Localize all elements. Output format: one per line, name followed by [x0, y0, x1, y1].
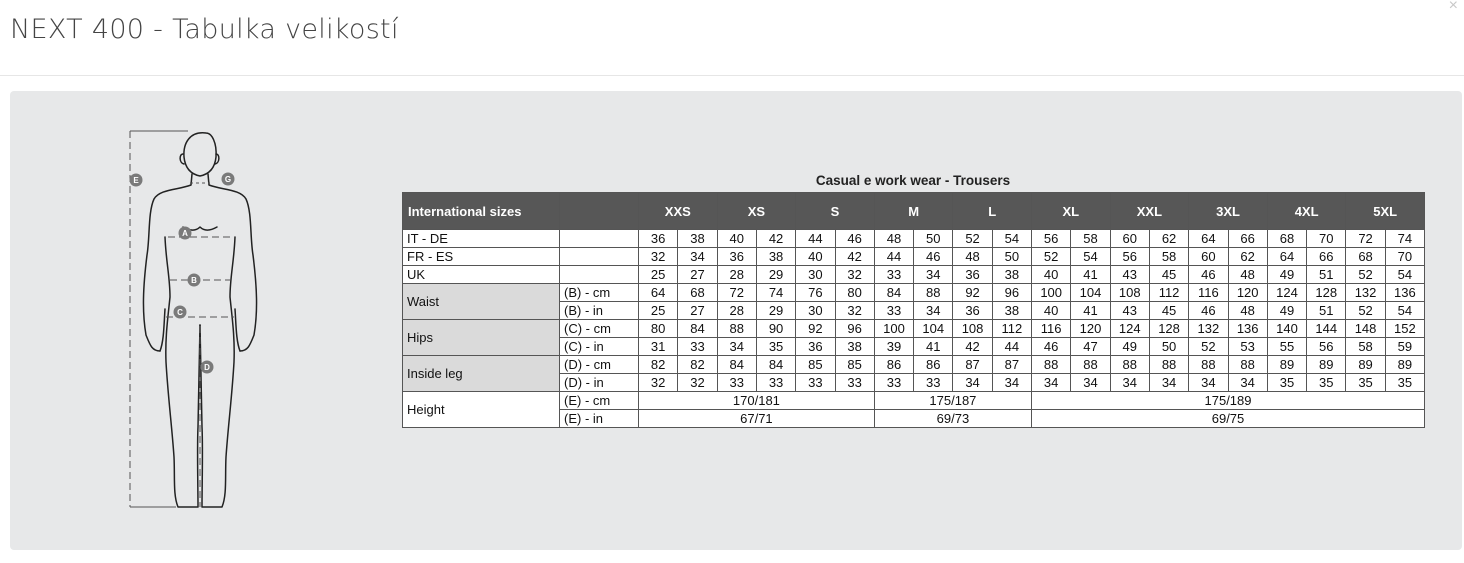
- table-row: [403, 284, 1425, 302]
- height-value-cell: 69/75: [1032, 410, 1425, 428]
- value-cell: 116: [1032, 320, 1071, 338]
- value-cell: 34: [992, 374, 1031, 392]
- value-cell: 80: [835, 284, 874, 302]
- measurement-marker-c: [174, 306, 187, 319]
- value-cell: 30: [796, 302, 835, 320]
- value-cell: 54: [1385, 302, 1424, 320]
- value-cell: 46: [835, 230, 874, 248]
- value-cell: 87: [953, 356, 992, 374]
- svg-text:B: B: [191, 276, 197, 285]
- unit-cell: (D) - cm: [560, 356, 639, 374]
- value-cell: 33: [756, 374, 795, 392]
- value-cell: 120: [1071, 320, 1110, 338]
- size-header-cell: L: [953, 193, 1032, 230]
- value-cell: 54: [1385, 266, 1424, 284]
- value-cell: 62: [1228, 248, 1267, 266]
- row-label: Waist: [403, 284, 560, 320]
- value-cell: 88: [914, 284, 953, 302]
- value-cell: 70: [1307, 230, 1346, 248]
- value-cell: 50: [992, 248, 1031, 266]
- value-cell: 56: [1307, 338, 1346, 356]
- value-cell: 34: [1032, 374, 1071, 392]
- value-cell: 35: [1267, 374, 1306, 392]
- value-cell: 84: [717, 356, 756, 374]
- value-cell: 136: [1385, 284, 1424, 302]
- size-header-cell: S: [796, 193, 875, 230]
- value-cell: 128: [1149, 320, 1188, 338]
- size-chart-panel: [10, 91, 1462, 550]
- value-cell: 68: [1267, 230, 1306, 248]
- value-cell: 32: [639, 374, 678, 392]
- row-label: IT - DE: [403, 230, 560, 248]
- value-cell: 59: [1385, 338, 1424, 356]
- value-cell: 36: [796, 338, 835, 356]
- value-cell: 52: [1032, 248, 1071, 266]
- value-cell: 42: [756, 230, 795, 248]
- unit-cell: (B) - cm: [560, 284, 639, 302]
- value-cell: 46: [1189, 302, 1228, 320]
- value-cell: 46: [1189, 266, 1228, 284]
- value-cell: 32: [639, 248, 678, 266]
- value-cell: 49: [1267, 266, 1306, 284]
- value-cell: 89: [1307, 356, 1346, 374]
- value-cell: 74: [756, 284, 795, 302]
- value-cell: 45: [1149, 302, 1188, 320]
- value-cell: 40: [1032, 266, 1071, 284]
- value-cell: 35: [1385, 374, 1424, 392]
- value-cell: 34: [914, 266, 953, 284]
- value-cell: 96: [835, 320, 874, 338]
- value-cell: 52: [1346, 302, 1385, 320]
- value-cell: 60: [1110, 230, 1149, 248]
- unit-cell: (E) - in: [560, 410, 639, 428]
- value-cell: 36: [953, 302, 992, 320]
- value-cell: 64: [1267, 248, 1306, 266]
- row-label: Hips: [403, 320, 560, 356]
- value-cell: 29: [756, 302, 795, 320]
- value-cell: 47: [1071, 338, 1110, 356]
- table-row: [403, 266, 1425, 284]
- value-cell: 41: [1071, 302, 1110, 320]
- value-cell: 88: [1032, 356, 1071, 374]
- value-cell: 34: [1071, 374, 1110, 392]
- value-cell: 50: [914, 230, 953, 248]
- svg-text:C: C: [177, 308, 183, 317]
- value-cell: 112: [992, 320, 1031, 338]
- row-label: Height: [403, 392, 560, 428]
- value-cell: 34: [1110, 374, 1149, 392]
- size-header-row: [403, 193, 1425, 230]
- table-row: [403, 356, 1425, 374]
- value-cell: 116: [1189, 284, 1228, 302]
- value-cell: 90: [756, 320, 795, 338]
- value-cell: 34: [1149, 374, 1188, 392]
- value-cell: 34: [914, 302, 953, 320]
- value-cell: 80: [639, 320, 678, 338]
- value-cell: 108: [1110, 284, 1149, 302]
- svg-text:E: E: [133, 176, 139, 185]
- value-cell: 64: [1189, 230, 1228, 248]
- value-cell: 48: [1228, 266, 1267, 284]
- value-cell: 84: [756, 356, 795, 374]
- table-row: [403, 248, 1425, 266]
- value-cell: 50: [1149, 338, 1188, 356]
- value-cell: 132: [1189, 320, 1228, 338]
- value-cell: 88: [717, 320, 756, 338]
- height-value-cell: 175/189: [1032, 392, 1425, 410]
- value-cell: 38: [756, 248, 795, 266]
- value-cell: 56: [1032, 230, 1071, 248]
- table-row: [403, 320, 1425, 338]
- value-cell: 35: [756, 338, 795, 356]
- value-cell: 30: [796, 266, 835, 284]
- value-cell: 124: [1267, 284, 1306, 302]
- value-cell: 58: [1346, 338, 1385, 356]
- value-cell: 33: [874, 302, 913, 320]
- unit-cell: (E) - cm: [560, 392, 639, 410]
- row-label: FR - ES: [403, 248, 560, 266]
- value-cell: 89: [1346, 356, 1385, 374]
- table-row: [403, 392, 1425, 410]
- value-cell: 51: [1307, 266, 1346, 284]
- value-cell: 41: [1071, 266, 1110, 284]
- height-value-cell: 170/181: [639, 392, 875, 410]
- close-icon[interactable]: ×: [1448, 0, 1458, 14]
- value-cell: 33: [835, 374, 874, 392]
- value-cell: 58: [1149, 248, 1188, 266]
- value-cell: 132: [1346, 284, 1385, 302]
- svg-text:G: G: [224, 175, 232, 184]
- value-cell: 36: [717, 248, 756, 266]
- value-cell: 32: [678, 374, 717, 392]
- unit-cell: (D) - in: [560, 374, 639, 392]
- value-cell: 46: [914, 248, 953, 266]
- value-cell: 68: [678, 284, 717, 302]
- value-cell: 128: [1307, 284, 1346, 302]
- international-sizes-header: International sizes: [403, 193, 560, 230]
- row-label: UK: [403, 266, 560, 284]
- value-cell: 29: [756, 266, 795, 284]
- size-table: [402, 192, 1425, 428]
- size-header-cell: 4XL: [1267, 193, 1346, 230]
- height-value-cell: 175/187: [874, 392, 1031, 410]
- value-cell: 84: [874, 284, 913, 302]
- value-cell: 64: [639, 284, 678, 302]
- value-cell: 60: [1189, 248, 1228, 266]
- value-cell: 40: [1032, 302, 1071, 320]
- value-cell: 88: [1110, 356, 1149, 374]
- value-cell: 45: [1149, 266, 1188, 284]
- measurement-marker-a: [179, 227, 192, 240]
- value-cell: 38: [992, 266, 1031, 284]
- value-cell: 120: [1228, 284, 1267, 302]
- unit-cell: (B) - in: [560, 302, 639, 320]
- value-cell: 66: [1228, 230, 1267, 248]
- value-cell: 49: [1110, 338, 1149, 356]
- value-cell: 85: [796, 356, 835, 374]
- value-cell: 42: [835, 248, 874, 266]
- value-cell: 82: [678, 356, 717, 374]
- value-cell: 152: [1385, 320, 1424, 338]
- value-cell: 72: [1346, 230, 1385, 248]
- value-cell: 68: [1346, 248, 1385, 266]
- value-cell: 35: [1346, 374, 1385, 392]
- table-row: [403, 230, 1425, 248]
- value-cell: 140: [1267, 320, 1306, 338]
- value-cell: 86: [914, 356, 953, 374]
- value-cell: 27: [678, 266, 717, 284]
- measurement-marker-g: [222, 173, 235, 186]
- table-caption: Casual e work wear - Trousers: [815, 173, 1011, 188]
- value-cell: 25: [639, 266, 678, 284]
- value-cell: 33: [796, 374, 835, 392]
- unit-cell: (C) - in: [560, 338, 639, 356]
- value-cell: 53: [1228, 338, 1267, 356]
- unit-header: [560, 193, 639, 230]
- size-header-cell: 3XL: [1189, 193, 1268, 230]
- value-cell: 38: [992, 302, 1031, 320]
- value-cell: 33: [717, 374, 756, 392]
- size-header-cell: XS: [717, 193, 796, 230]
- value-cell: 32: [835, 302, 874, 320]
- value-cell: 58: [1071, 230, 1110, 248]
- value-cell: 104: [914, 320, 953, 338]
- value-cell: 70: [1385, 248, 1424, 266]
- svg-text:A: A: [182, 229, 188, 238]
- size-header-cell: XXS: [639, 193, 718, 230]
- value-cell: 35: [1307, 374, 1346, 392]
- value-cell: 100: [1032, 284, 1071, 302]
- modal-header: [0, 0, 1464, 76]
- value-cell: 33: [678, 338, 717, 356]
- value-cell: 76: [796, 284, 835, 302]
- value-cell: 85: [835, 356, 874, 374]
- svg-text:D: D: [204, 363, 210, 372]
- size-header-cell: M: [874, 193, 953, 230]
- value-cell: 86: [874, 356, 913, 374]
- value-cell: 54: [992, 230, 1031, 248]
- value-cell: 44: [874, 248, 913, 266]
- value-cell: 34: [1189, 374, 1228, 392]
- value-cell: 92: [953, 284, 992, 302]
- value-cell: 33: [874, 374, 913, 392]
- value-cell: 66: [1307, 248, 1346, 266]
- height-value-cell: 67/71: [639, 410, 875, 428]
- unit-cell: [560, 248, 639, 266]
- value-cell: 34: [678, 248, 717, 266]
- measurement-marker-d: [201, 361, 214, 374]
- value-cell: 144: [1307, 320, 1346, 338]
- value-cell: 33: [914, 374, 953, 392]
- value-cell: 112: [1149, 284, 1188, 302]
- value-cell: 28: [717, 302, 756, 320]
- value-cell: 42: [953, 338, 992, 356]
- value-cell: 55: [1267, 338, 1306, 356]
- value-cell: 88: [1228, 356, 1267, 374]
- value-cell: 87: [992, 356, 1031, 374]
- modal-title: NEXT 400 - Tabulka velikostí: [10, 14, 399, 45]
- unit-cell: [560, 230, 639, 248]
- value-cell: 52: [953, 230, 992, 248]
- value-cell: 48: [1228, 302, 1267, 320]
- value-cell: 108: [953, 320, 992, 338]
- value-cell: 89: [1385, 356, 1424, 374]
- row-label: Inside leg: [403, 356, 560, 392]
- value-cell: 96: [992, 284, 1031, 302]
- value-cell: 56: [1110, 248, 1149, 266]
- value-cell: 27: [678, 302, 717, 320]
- unit-cell: [560, 266, 639, 284]
- value-cell: 32: [835, 266, 874, 284]
- value-cell: 62: [1149, 230, 1188, 248]
- value-cell: 48: [874, 230, 913, 248]
- value-cell: 36: [639, 230, 678, 248]
- value-cell: 51: [1307, 302, 1346, 320]
- value-cell: 84: [678, 320, 717, 338]
- value-cell: 36: [953, 266, 992, 284]
- value-cell: 54: [1071, 248, 1110, 266]
- value-cell: 34: [953, 374, 992, 392]
- unit-cell: (C) - cm: [560, 320, 639, 338]
- value-cell: 88: [1149, 356, 1188, 374]
- value-cell: 72: [717, 284, 756, 302]
- value-cell: 40: [796, 248, 835, 266]
- value-cell: 88: [1071, 356, 1110, 374]
- value-cell: 38: [678, 230, 717, 248]
- value-cell: 88: [1189, 356, 1228, 374]
- value-cell: 34: [1228, 374, 1267, 392]
- value-cell: 49: [1267, 302, 1306, 320]
- value-cell: 104: [1071, 284, 1110, 302]
- value-cell: 28: [717, 266, 756, 284]
- value-cell: 40: [717, 230, 756, 248]
- measurement-marker-e: [130, 174, 143, 187]
- value-cell: 89: [1267, 356, 1306, 374]
- value-cell: 52: [1346, 266, 1385, 284]
- value-cell: 31: [639, 338, 678, 356]
- value-cell: 92: [796, 320, 835, 338]
- value-cell: 136: [1228, 320, 1267, 338]
- size-header-cell: XL: [1032, 193, 1111, 230]
- body-measurement-figure: [128, 127, 264, 513]
- value-cell: 43: [1110, 266, 1149, 284]
- height-value-cell: 69/73: [874, 410, 1031, 428]
- value-cell: 124: [1110, 320, 1149, 338]
- size-header-cell: XXL: [1110, 193, 1189, 230]
- value-cell: 46: [1032, 338, 1071, 356]
- value-cell: 82: [639, 356, 678, 374]
- value-cell: 52: [1189, 338, 1228, 356]
- measurement-marker-b: [188, 274, 201, 287]
- value-cell: 44: [796, 230, 835, 248]
- value-cell: 38: [835, 338, 874, 356]
- value-cell: 34: [717, 338, 756, 356]
- value-cell: 33: [874, 266, 913, 284]
- value-cell: 25: [639, 302, 678, 320]
- value-cell: 43: [1110, 302, 1149, 320]
- value-cell: 74: [1385, 230, 1424, 248]
- size-header-cell: 5XL: [1346, 193, 1425, 230]
- value-cell: 44: [992, 338, 1031, 356]
- value-cell: 100: [874, 320, 913, 338]
- value-cell: 148: [1346, 320, 1385, 338]
- value-cell: 39: [874, 338, 913, 356]
- value-cell: 41: [914, 338, 953, 356]
- value-cell: 48: [953, 248, 992, 266]
